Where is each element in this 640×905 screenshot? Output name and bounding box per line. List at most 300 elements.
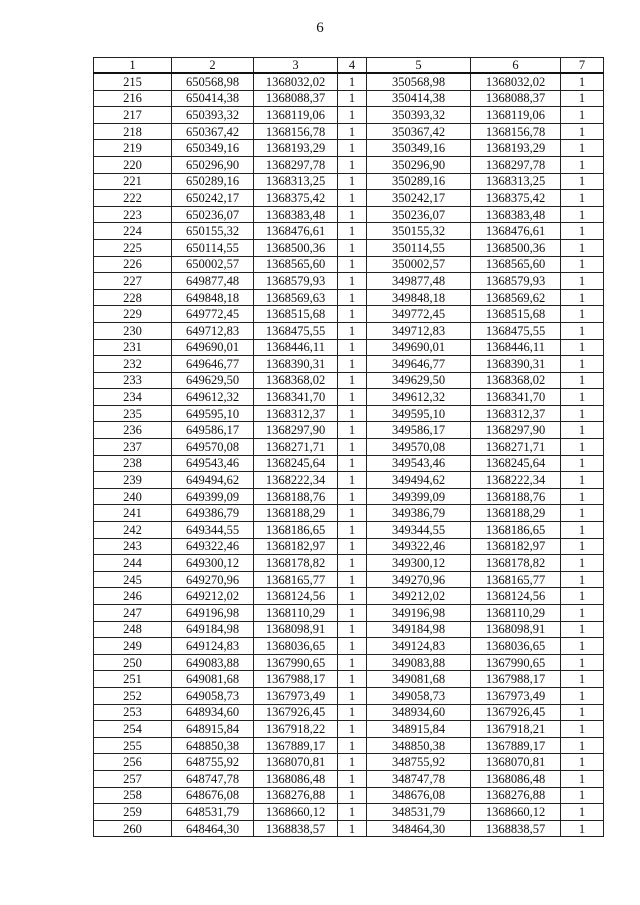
cell-flag-1: 1 bbox=[338, 455, 367, 472]
cell-y-coord-2: 1368088,37 bbox=[471, 90, 561, 107]
cell-x-coord-1: 648850,38 bbox=[172, 737, 254, 754]
cell-y-coord-1: 1368341,70 bbox=[254, 389, 338, 406]
cell-x-coord-2: 349570,08 bbox=[367, 439, 471, 456]
cell-y-coord-1: 1367973,49 bbox=[254, 687, 338, 704]
cell-flag-1: 1 bbox=[338, 488, 367, 505]
cell-y-coord-2: 1368313,25 bbox=[471, 173, 561, 190]
cell-point-number: 260 bbox=[94, 820, 172, 837]
cell-y-coord-2: 1368341,70 bbox=[471, 389, 561, 406]
cell-flag-1: 1 bbox=[338, 140, 367, 157]
cell-y-coord-1: 1368446,11 bbox=[254, 339, 338, 356]
cell-x-coord-1: 649270,96 bbox=[172, 571, 254, 588]
cell-point-number: 240 bbox=[94, 488, 172, 505]
cell-x-coord-1: 650568,98 bbox=[172, 73, 254, 90]
table-row bbox=[94, 223, 604, 240]
cell-y-coord-1: 1368390,31 bbox=[254, 356, 338, 373]
cell-x-coord-2: 350349,16 bbox=[367, 140, 471, 157]
cell-flag-1: 1 bbox=[338, 538, 367, 555]
cell-x-coord-2: 349595,10 bbox=[367, 405, 471, 422]
cell-flag-1: 1 bbox=[338, 721, 367, 738]
cell-y-coord-1: 1368475,55 bbox=[254, 322, 338, 339]
cell-flag-2: 1 bbox=[561, 439, 604, 456]
cell-point-number: 258 bbox=[94, 787, 172, 804]
cell-flag-2: 1 bbox=[561, 339, 604, 356]
cell-point-number: 217 bbox=[94, 107, 172, 124]
cell-point-number: 225 bbox=[94, 239, 172, 256]
cell-flag-2: 1 bbox=[561, 820, 604, 837]
cell-flag-2: 1 bbox=[561, 472, 604, 489]
cell-flag-2: 1 bbox=[561, 804, 604, 821]
table-header-row bbox=[94, 58, 604, 74]
cell-x-coord-1: 650414,38 bbox=[172, 90, 254, 107]
cell-x-coord-2: 349877,48 bbox=[367, 273, 471, 290]
cell-y-coord-2: 1368178,82 bbox=[471, 555, 561, 572]
cell-y-coord-2: 1368383,48 bbox=[471, 206, 561, 223]
cell-x-coord-2: 349124,83 bbox=[367, 638, 471, 655]
column-header-4: 4 bbox=[338, 58, 367, 74]
cell-y-coord-2: 1368188,76 bbox=[471, 488, 561, 505]
cell-x-coord-1: 648531,79 bbox=[172, 804, 254, 821]
cell-flag-1: 1 bbox=[338, 621, 367, 638]
table-row bbox=[94, 538, 604, 555]
cell-x-coord-1: 650393,32 bbox=[172, 107, 254, 124]
table-row bbox=[94, 289, 604, 306]
cell-x-coord-1: 649629,50 bbox=[172, 372, 254, 389]
cell-x-coord-1: 648464,30 bbox=[172, 820, 254, 837]
cell-x-coord-2: 349083,88 bbox=[367, 654, 471, 671]
cell-point-number: 242 bbox=[94, 522, 172, 539]
cell-x-coord-1: 648676,08 bbox=[172, 787, 254, 804]
cell-flag-1: 1 bbox=[338, 522, 367, 539]
cell-y-coord-1: 1368569,63 bbox=[254, 289, 338, 306]
cell-flag-2: 1 bbox=[561, 256, 604, 273]
cell-flag-1: 1 bbox=[338, 571, 367, 588]
cell-point-number: 228 bbox=[94, 289, 172, 306]
cell-y-coord-2: 1368186,65 bbox=[471, 522, 561, 539]
cell-y-coord-1: 1368312,37 bbox=[254, 405, 338, 422]
table-row bbox=[94, 754, 604, 771]
cell-x-coord-2: 349081,68 bbox=[367, 671, 471, 688]
cell-y-coord-1: 1368032,02 bbox=[254, 73, 338, 90]
cell-x-coord-1: 649543,46 bbox=[172, 455, 254, 472]
cell-x-coord-1: 649212,02 bbox=[172, 588, 254, 605]
cell-flag-2: 1 bbox=[561, 372, 604, 389]
cell-y-coord-2: 1368032,02 bbox=[471, 73, 561, 90]
cell-flag-2: 1 bbox=[561, 455, 604, 472]
table-row bbox=[94, 654, 604, 671]
cell-x-coord-1: 649586,17 bbox=[172, 422, 254, 439]
cell-flag-1: 1 bbox=[338, 239, 367, 256]
cell-y-coord-2: 1368297,90 bbox=[471, 422, 561, 439]
cell-point-number: 226 bbox=[94, 256, 172, 273]
cell-x-coord-2: 348934,60 bbox=[367, 704, 471, 721]
cell-flag-2: 1 bbox=[561, 571, 604, 588]
table-row bbox=[94, 206, 604, 223]
cell-x-coord-1: 650236,07 bbox=[172, 206, 254, 223]
cell-flag-1: 1 bbox=[338, 770, 367, 787]
cell-flag-2: 1 bbox=[561, 273, 604, 290]
cell-flag-2: 1 bbox=[561, 721, 604, 738]
cell-x-coord-1: 649877,48 bbox=[172, 273, 254, 290]
cell-flag-2: 1 bbox=[561, 638, 604, 655]
column-header-7: 7 bbox=[561, 58, 604, 74]
cell-flag-2: 1 bbox=[561, 389, 604, 406]
cell-x-coord-2: 349212,02 bbox=[367, 588, 471, 605]
cell-point-number: 223 bbox=[94, 206, 172, 223]
cell-x-coord-2: 349494,62 bbox=[367, 472, 471, 489]
cell-y-coord-1: 1368368,02 bbox=[254, 372, 338, 389]
table-row bbox=[94, 721, 604, 738]
cell-x-coord-2: 350367,42 bbox=[367, 123, 471, 140]
table-row bbox=[94, 156, 604, 173]
cell-flag-2: 1 bbox=[561, 123, 604, 140]
cell-x-coord-1: 648915,84 bbox=[172, 721, 254, 738]
cell-flag-2: 1 bbox=[561, 522, 604, 539]
cell-x-coord-1: 650296,90 bbox=[172, 156, 254, 173]
table-row bbox=[94, 555, 604, 572]
cell-x-coord-1: 649399,09 bbox=[172, 488, 254, 505]
cell-y-coord-2: 1368368,02 bbox=[471, 372, 561, 389]
cell-x-coord-1: 650114,55 bbox=[172, 239, 254, 256]
cell-x-coord-2: 350414,38 bbox=[367, 90, 471, 107]
cell-point-number: 252 bbox=[94, 687, 172, 704]
cell-point-number: 230 bbox=[94, 322, 172, 339]
table-row bbox=[94, 472, 604, 489]
cell-y-coord-1: 1367990,65 bbox=[254, 654, 338, 671]
cell-y-coord-2: 1368515,68 bbox=[471, 306, 561, 323]
table-row bbox=[94, 455, 604, 472]
table-row bbox=[94, 804, 604, 821]
cell-flag-2: 1 bbox=[561, 505, 604, 522]
cell-y-coord-2: 1367988,17 bbox=[471, 671, 561, 688]
cell-x-coord-2: 349386,79 bbox=[367, 505, 471, 522]
page-number: 6 bbox=[316, 20, 324, 36]
cell-flag-2: 1 bbox=[561, 588, 604, 605]
cell-y-coord-2: 1368476,61 bbox=[471, 223, 561, 240]
cell-y-coord-1: 1368660,12 bbox=[254, 804, 338, 821]
cell-x-coord-1: 649848,18 bbox=[172, 289, 254, 306]
cell-x-coord-1: 648747,78 bbox=[172, 770, 254, 787]
cell-y-coord-2: 1367973,49 bbox=[471, 687, 561, 704]
cell-y-coord-2: 1367926,45 bbox=[471, 704, 561, 721]
cell-y-coord-2: 1368193,29 bbox=[471, 140, 561, 157]
cell-x-coord-1: 649184,98 bbox=[172, 621, 254, 638]
cell-y-coord-1: 1368297,90 bbox=[254, 422, 338, 439]
cell-flag-1: 1 bbox=[338, 737, 367, 754]
cell-flag-1: 1 bbox=[338, 588, 367, 605]
cell-flag-2: 1 bbox=[561, 206, 604, 223]
cell-y-coord-1: 1368119,06 bbox=[254, 107, 338, 124]
cell-x-coord-2: 349399,09 bbox=[367, 488, 471, 505]
cell-y-coord-2: 1367990,65 bbox=[471, 654, 561, 671]
cell-flag-1: 1 bbox=[338, 206, 367, 223]
cell-y-coord-1: 1368036,65 bbox=[254, 638, 338, 655]
table-row bbox=[94, 505, 604, 522]
cell-flag-1: 1 bbox=[338, 654, 367, 671]
cell-flag-2: 1 bbox=[561, 687, 604, 704]
cell-y-coord-2: 1368165,77 bbox=[471, 571, 561, 588]
cell-x-coord-2: 349300,12 bbox=[367, 555, 471, 572]
table-body bbox=[94, 73, 604, 837]
cell-y-coord-1: 1368222,34 bbox=[254, 472, 338, 489]
cell-flag-1: 1 bbox=[338, 73, 367, 90]
cell-y-coord-1: 1368375,42 bbox=[254, 190, 338, 207]
cell-flag-2: 1 bbox=[561, 140, 604, 157]
cell-x-coord-2: 349543,46 bbox=[367, 455, 471, 472]
cell-point-number: 231 bbox=[94, 339, 172, 356]
cell-point-number: 222 bbox=[94, 190, 172, 207]
cell-flag-1: 1 bbox=[338, 156, 367, 173]
cell-flag-1: 1 bbox=[338, 671, 367, 688]
cell-flag-1: 1 bbox=[338, 372, 367, 389]
cell-y-coord-2: 1368222,34 bbox=[471, 472, 561, 489]
cell-x-coord-1: 649772,45 bbox=[172, 306, 254, 323]
cell-y-coord-1: 1368271,71 bbox=[254, 439, 338, 456]
cell-y-coord-1: 1368500,36 bbox=[254, 239, 338, 256]
cell-flag-1: 1 bbox=[338, 687, 367, 704]
cell-x-coord-1: 649612,32 bbox=[172, 389, 254, 406]
cell-y-coord-1: 1367926,45 bbox=[254, 704, 338, 721]
cell-y-coord-2: 1368086,48 bbox=[471, 770, 561, 787]
cell-x-coord-1: 649386,79 bbox=[172, 505, 254, 522]
cell-y-coord-1: 1367918,22 bbox=[254, 721, 338, 738]
cell-y-coord-1: 1368182,97 bbox=[254, 538, 338, 555]
cell-point-number: 247 bbox=[94, 605, 172, 622]
table-row bbox=[94, 488, 604, 505]
cell-point-number: 255 bbox=[94, 737, 172, 754]
cell-y-coord-1: 1368070,81 bbox=[254, 754, 338, 771]
cell-x-coord-2: 348464,30 bbox=[367, 820, 471, 837]
cell-y-coord-1: 1368383,48 bbox=[254, 206, 338, 223]
table-row bbox=[94, 273, 604, 290]
cell-point-number: 232 bbox=[94, 356, 172, 373]
table-row bbox=[94, 322, 604, 339]
cell-x-coord-2: 350289,16 bbox=[367, 173, 471, 190]
table-row bbox=[94, 190, 604, 207]
cell-y-coord-2: 1368446,11 bbox=[471, 339, 561, 356]
cell-flag-1: 1 bbox=[338, 754, 367, 771]
cell-y-coord-2: 1368390,31 bbox=[471, 356, 561, 373]
cell-flag-2: 1 bbox=[561, 704, 604, 721]
cell-y-coord-2: 1368660,12 bbox=[471, 804, 561, 821]
cell-y-coord-2: 1368838,57 bbox=[471, 820, 561, 837]
table-row bbox=[94, 704, 604, 721]
cell-y-coord-2: 1368119,06 bbox=[471, 107, 561, 124]
cell-y-coord-2: 1368070,81 bbox=[471, 754, 561, 771]
cell-point-number: 237 bbox=[94, 439, 172, 456]
table-row bbox=[94, 737, 604, 754]
cell-flag-1: 1 bbox=[338, 107, 367, 124]
cell-x-coord-2: 350242,17 bbox=[367, 190, 471, 207]
table-row bbox=[94, 439, 604, 456]
cell-point-number: 246 bbox=[94, 588, 172, 605]
cell-point-number: 243 bbox=[94, 538, 172, 555]
cell-x-coord-2: 349690,01 bbox=[367, 339, 471, 356]
cell-y-coord-1: 1368110,29 bbox=[254, 605, 338, 622]
cell-x-coord-2: 348850,38 bbox=[367, 737, 471, 754]
cell-flag-1: 1 bbox=[338, 256, 367, 273]
cell-flag-2: 1 bbox=[561, 173, 604, 190]
table-row bbox=[94, 787, 604, 804]
cell-y-coord-1: 1368476,61 bbox=[254, 223, 338, 240]
cell-flag-1: 1 bbox=[338, 439, 367, 456]
cell-y-coord-1: 1368579,93 bbox=[254, 273, 338, 290]
cell-y-coord-1: 1368193,29 bbox=[254, 140, 338, 157]
cell-point-number: 229 bbox=[94, 306, 172, 323]
cell-point-number: 249 bbox=[94, 638, 172, 655]
cell-flag-2: 1 bbox=[561, 737, 604, 754]
cell-y-coord-1: 1367889,17 bbox=[254, 737, 338, 754]
cell-x-coord-2: 349270,96 bbox=[367, 571, 471, 588]
cell-flag-1: 1 bbox=[338, 405, 367, 422]
cell-x-coord-2: 349772,45 bbox=[367, 306, 471, 323]
cell-point-number: 244 bbox=[94, 555, 172, 572]
cell-flag-1: 1 bbox=[338, 505, 367, 522]
cell-x-coord-2: 349184,98 bbox=[367, 621, 471, 638]
cell-flag-2: 1 bbox=[561, 107, 604, 124]
cell-flag-2: 1 bbox=[561, 405, 604, 422]
cell-y-coord-1: 1368565,60 bbox=[254, 256, 338, 273]
table-row bbox=[94, 671, 604, 688]
cell-point-number: 251 bbox=[94, 671, 172, 688]
table-row bbox=[94, 422, 604, 439]
cell-flag-2: 1 bbox=[561, 770, 604, 787]
cell-x-coord-2: 350236,07 bbox=[367, 206, 471, 223]
cell-y-coord-1: 1368188,76 bbox=[254, 488, 338, 505]
cell-point-number: 254 bbox=[94, 721, 172, 738]
cell-x-coord-2: 348747,78 bbox=[367, 770, 471, 787]
cell-x-coord-2: 349612,32 bbox=[367, 389, 471, 406]
cell-point-number: 257 bbox=[94, 770, 172, 787]
cell-flag-2: 1 bbox=[561, 654, 604, 671]
cell-x-coord-2: 350393,32 bbox=[367, 107, 471, 124]
table-row bbox=[94, 588, 604, 605]
cell-y-coord-1: 1368313,25 bbox=[254, 173, 338, 190]
cell-x-coord-2: 349058,73 bbox=[367, 687, 471, 704]
cell-y-coord-2: 1367918,21 bbox=[471, 721, 561, 738]
cell-point-number: 236 bbox=[94, 422, 172, 439]
table-row bbox=[94, 256, 604, 273]
cell-flag-2: 1 bbox=[561, 90, 604, 107]
cell-x-coord-2: 348915,84 bbox=[367, 721, 471, 738]
cell-y-coord-2: 1368569,62 bbox=[471, 289, 561, 306]
column-header-1: 1 bbox=[94, 58, 172, 74]
table-row bbox=[94, 123, 604, 140]
table-row bbox=[94, 372, 604, 389]
cell-x-coord-2: 348755,92 bbox=[367, 754, 471, 771]
cell-flag-1: 1 bbox=[338, 322, 367, 339]
cell-flag-1: 1 bbox=[338, 638, 367, 655]
cell-y-coord-2: 1368579,93 bbox=[471, 273, 561, 290]
cell-x-coord-2: 350568,98 bbox=[367, 73, 471, 90]
cell-point-number: 239 bbox=[94, 472, 172, 489]
cell-y-coord-1: 1368178,82 bbox=[254, 555, 338, 572]
cell-x-coord-2: 350296,90 bbox=[367, 156, 471, 173]
cell-flag-1: 1 bbox=[338, 356, 367, 373]
cell-x-coord-1: 649646,77 bbox=[172, 356, 254, 373]
cell-x-coord-2: 350002,57 bbox=[367, 256, 471, 273]
cell-flag-2: 1 bbox=[561, 538, 604, 555]
cell-flag-1: 1 bbox=[338, 804, 367, 821]
cell-point-number: 234 bbox=[94, 389, 172, 406]
cell-y-coord-1: 1368156,78 bbox=[254, 123, 338, 140]
cell-x-coord-2: 350155,32 bbox=[367, 223, 471, 240]
cell-flag-2: 1 bbox=[561, 422, 604, 439]
cell-x-coord-1: 649712,83 bbox=[172, 322, 254, 339]
cell-flag-2: 1 bbox=[561, 190, 604, 207]
coordinates-table bbox=[93, 57, 604, 837]
cell-y-coord-2: 1368245,64 bbox=[471, 455, 561, 472]
table-row bbox=[94, 107, 604, 124]
cell-point-number: 235 bbox=[94, 405, 172, 422]
cell-y-coord-2: 1367889,17 bbox=[471, 737, 561, 754]
cell-flag-2: 1 bbox=[561, 555, 604, 572]
table-row bbox=[94, 356, 604, 373]
cell-point-number: 218 bbox=[94, 123, 172, 140]
cell-x-coord-1: 650242,17 bbox=[172, 190, 254, 207]
cell-point-number: 248 bbox=[94, 621, 172, 638]
cell-x-coord-2: 348676,08 bbox=[367, 787, 471, 804]
cell-point-number: 253 bbox=[94, 704, 172, 721]
cell-x-coord-1: 649196,98 bbox=[172, 605, 254, 622]
cell-x-coord-2: 348531,79 bbox=[367, 804, 471, 821]
cell-flag-1: 1 bbox=[338, 223, 367, 240]
cell-x-coord-1: 649344,55 bbox=[172, 522, 254, 539]
cell-y-coord-1: 1368276,88 bbox=[254, 787, 338, 804]
cell-point-number: 220 bbox=[94, 156, 172, 173]
column-header-2: 2 bbox=[172, 58, 254, 74]
cell-y-coord-2: 1368156,78 bbox=[471, 123, 561, 140]
table-row bbox=[94, 605, 604, 622]
cell-y-coord-2: 1368297,78 bbox=[471, 156, 561, 173]
table-row bbox=[94, 820, 604, 837]
cell-x-coord-1: 650002,57 bbox=[172, 256, 254, 273]
cell-x-coord-1: 649081,68 bbox=[172, 671, 254, 688]
column-header-5: 5 bbox=[367, 58, 471, 74]
table-row bbox=[94, 389, 604, 406]
cell-x-coord-1: 650349,16 bbox=[172, 140, 254, 157]
cell-x-coord-1: 649300,12 bbox=[172, 555, 254, 572]
cell-flag-2: 1 bbox=[561, 356, 604, 373]
cell-flag-1: 1 bbox=[338, 389, 367, 406]
cell-y-coord-1: 1368124,56 bbox=[254, 588, 338, 605]
cell-x-coord-1: 650367,42 bbox=[172, 123, 254, 140]
cell-point-number: 227 bbox=[94, 273, 172, 290]
cell-x-coord-1: 649124,83 bbox=[172, 638, 254, 655]
cell-y-coord-2: 1368098,91 bbox=[471, 621, 561, 638]
cell-y-coord-1: 1367988,17 bbox=[254, 671, 338, 688]
cell-x-coord-2: 349646,77 bbox=[367, 356, 471, 373]
cell-flag-1: 1 bbox=[338, 90, 367, 107]
cell-flag-1: 1 bbox=[338, 339, 367, 356]
cell-flag-1: 1 bbox=[338, 704, 367, 721]
cell-point-number: 259 bbox=[94, 804, 172, 821]
table-row bbox=[94, 522, 604, 539]
cell-flag-2: 1 bbox=[561, 621, 604, 638]
cell-x-coord-2: 349322,46 bbox=[367, 538, 471, 555]
cell-flag-2: 1 bbox=[561, 306, 604, 323]
table-row bbox=[94, 239, 604, 256]
cell-y-coord-2: 1368375,42 bbox=[471, 190, 561, 207]
cell-y-coord-2: 1368500,36 bbox=[471, 239, 561, 256]
table-row bbox=[94, 770, 604, 787]
cell-flag-2: 1 bbox=[561, 239, 604, 256]
cell-flag-1: 1 bbox=[338, 555, 367, 572]
cell-point-number: 241 bbox=[94, 505, 172, 522]
cell-flag-2: 1 bbox=[561, 787, 604, 804]
cell-flag-2: 1 bbox=[561, 156, 604, 173]
cell-flag-2: 1 bbox=[561, 754, 604, 771]
